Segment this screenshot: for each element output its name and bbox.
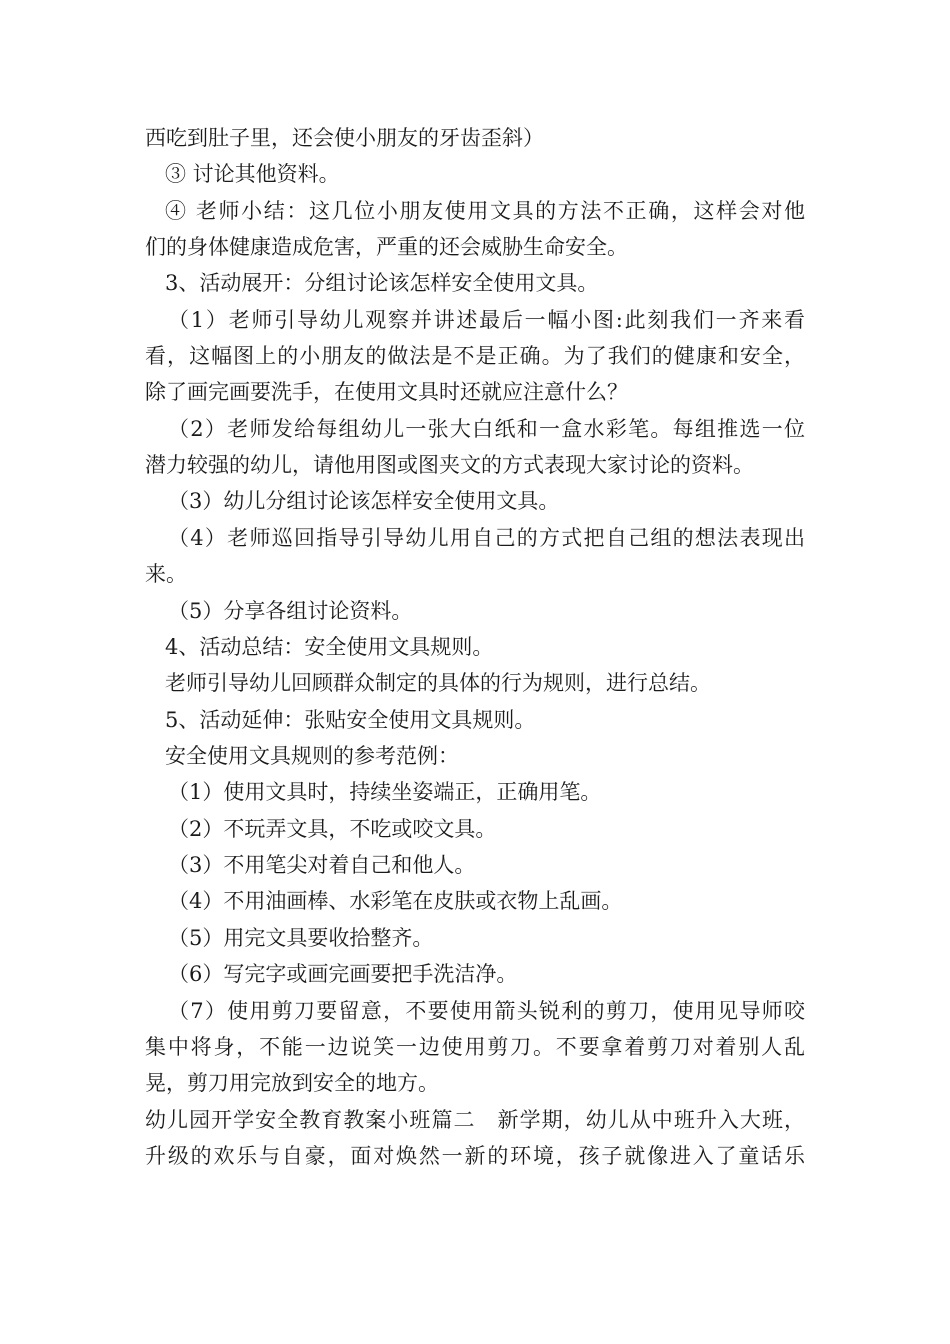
text-line: 升级的欢乐与自豪，面对焕然一新的环境，孩子就像进入了童话乐 bbox=[145, 1144, 805, 1168]
text-line: 西吃到肚子里，还会使小朋友的牙齿歪斜） bbox=[145, 126, 544, 150]
text-line: ③ 讨论其他资料。 bbox=[165, 162, 340, 186]
text-line: 们的身体健康造成危害，严重的还会威胁生命安全。 bbox=[145, 235, 628, 259]
text-line: 幼儿园开学安全教育教案小班篇二 新学期，幼儿从中班升入大班， bbox=[145, 1108, 805, 1132]
text-line: （3）不用笔尖对着自己和他人。 bbox=[168, 853, 476, 877]
text-line: 安全使用文具规则的参考范例： bbox=[165, 744, 459, 768]
text-line: ④ 老师小结：这几位小朋友使用文具的方法不正确，这样会对他 bbox=[165, 199, 805, 223]
text-line: 潜力较强的幼儿，请他用图或图夹文的方式表现大家讨论的资料。 bbox=[145, 453, 754, 477]
text-line: （2）不玩弄文具，不吃或咬文具。 bbox=[168, 817, 497, 841]
text-line: （2）老师发给每组幼儿一张大白纸和一盒水彩笔。每组推选一位 bbox=[168, 417, 805, 441]
text-line: （6）写完字或画完画要把手洗洁净。 bbox=[168, 962, 518, 986]
text-line: 老师引导幼儿回顾群众制定的具体的行为规则，进行总结。 bbox=[165, 671, 711, 695]
text-line: 5、活动延伸：张贴安全使用文具规则。 bbox=[165, 708, 536, 732]
text-line: 晃，剪刀用完放到安全的地方。 bbox=[145, 1071, 439, 1095]
text-line: 除了画完画要洗手，在使用文具时还就应注意什么？ bbox=[145, 380, 628, 404]
text-line: （1）老师引导幼儿观察并讲述最后一幅小图:此刻我们一齐来看 bbox=[168, 308, 805, 332]
text-line: （4）老师巡回指导引导幼儿用自己的方式把自己组的想法表现出 bbox=[168, 526, 805, 550]
text-line: （5）分享各组讨论资料。 bbox=[168, 599, 413, 623]
text-line: （4）不用油画棒、水彩笔在皮肤或衣物上乱画。 bbox=[168, 889, 623, 913]
text-line: 4、活动总结：安全使用文具规则。 bbox=[165, 635, 494, 659]
text-line: 看，这幅图上的小朋友的做法是不是正确。为了我们的健康和安全， bbox=[145, 344, 805, 368]
text-line: 3、活动展开：分组讨论该怎样安全使用文具。 bbox=[165, 271, 599, 295]
text-line: 来。 bbox=[145, 562, 187, 586]
text-line: （1）使用文具时，持续坐姿端正，正确用笔。 bbox=[168, 780, 602, 804]
text-line: （3）幼儿分组讨论该怎样安全使用文具。 bbox=[168, 489, 560, 513]
text-line: （5）用完文具要收拾整齐。 bbox=[168, 926, 434, 950]
text-line: 集中将身，不能一边说笑一边使用剪刀。不要拿着剪刀对着别人乱 bbox=[145, 1035, 805, 1059]
text-line: （7）使用剪刀要留意，不要使用箭头锐利的剪刀，使用见导师咬 bbox=[168, 999, 805, 1023]
